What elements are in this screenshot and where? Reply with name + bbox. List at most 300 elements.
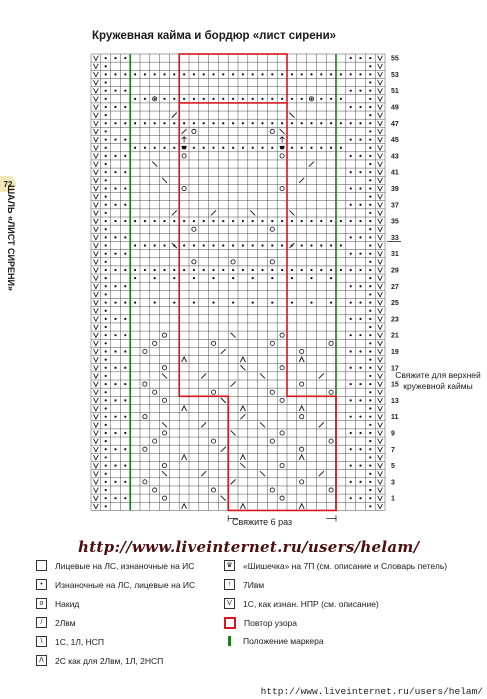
purl-stitch xyxy=(124,464,126,466)
purl-stitch xyxy=(105,407,107,409)
slip-stitch xyxy=(378,333,383,338)
purl-stitch xyxy=(369,196,371,198)
purl-stitch xyxy=(134,301,136,303)
slip-stitch xyxy=(94,259,99,264)
purl-stitch xyxy=(271,98,273,100)
k2tog xyxy=(289,243,294,248)
yarn-over xyxy=(182,154,186,158)
purl-stitch xyxy=(105,318,107,320)
k2tog xyxy=(231,479,236,484)
legend-label: 1С, как изнан. НПР (см. описание) xyxy=(243,598,379,609)
purl-stitch xyxy=(114,318,116,320)
bobble xyxy=(182,146,187,149)
skp xyxy=(162,422,167,427)
yarn-over xyxy=(329,341,333,345)
skp xyxy=(260,373,265,378)
purl-stitch xyxy=(203,269,205,271)
slip-stitch xyxy=(378,471,383,476)
purl-stitch xyxy=(203,220,205,222)
purl-stitch xyxy=(310,244,312,246)
purl-stitch xyxy=(154,301,156,303)
slip-stitch xyxy=(94,56,99,61)
purl-stitch xyxy=(301,244,303,246)
purl-stitch xyxy=(291,73,293,75)
purl-stitch xyxy=(212,277,214,279)
purl-stitch xyxy=(369,277,371,279)
purl-stitch xyxy=(359,285,361,287)
double-decrease xyxy=(182,357,187,362)
slip-stitch xyxy=(378,72,383,77)
purl-stitch xyxy=(124,220,126,222)
purl-stitch xyxy=(261,244,263,246)
skp xyxy=(289,210,294,215)
purl-stitch xyxy=(183,73,185,75)
purl-stitch xyxy=(124,367,126,369)
purl-stitch xyxy=(193,122,195,124)
slip-stitch xyxy=(94,496,99,501)
slip-stitch xyxy=(94,219,99,224)
purl-stitch xyxy=(193,98,195,100)
row-number: 19 xyxy=(391,348,399,356)
yarn-over xyxy=(211,488,215,492)
k2tog xyxy=(231,382,236,387)
purl-stitch xyxy=(350,138,352,140)
purl-stitch xyxy=(105,228,107,230)
legend-item-k2tog xyxy=(36,617,76,628)
purl-stitch xyxy=(193,269,195,271)
row-number: 37 xyxy=(391,202,399,210)
slip-stitch xyxy=(94,422,99,427)
purl-stitch xyxy=(193,277,195,279)
slip-stitch xyxy=(378,398,383,403)
purl-stitch xyxy=(163,244,165,246)
double-decrease xyxy=(182,504,187,509)
purl-stitch xyxy=(183,269,185,271)
purl-stitch xyxy=(232,301,234,303)
yarn-over xyxy=(270,488,274,492)
purl-stitch xyxy=(369,179,371,181)
purl-stitch xyxy=(203,73,205,75)
purl-stitch xyxy=(144,98,146,100)
yarn-over xyxy=(280,496,284,500)
purl-stitch xyxy=(359,464,361,466)
purl-stitch xyxy=(369,106,371,108)
purl-stitch xyxy=(261,122,263,124)
slip-stitch xyxy=(94,447,99,452)
purl-stitch xyxy=(222,269,224,271)
purl-stitch xyxy=(193,244,195,246)
purl-stitch xyxy=(261,269,263,271)
skp xyxy=(250,210,255,215)
purl-stitch xyxy=(369,204,371,206)
purl-stitch xyxy=(193,301,195,303)
purl-stitch xyxy=(232,269,234,271)
purl-stitch xyxy=(124,236,126,238)
purl-stitch xyxy=(350,171,352,173)
purl-stitch xyxy=(124,399,126,401)
slip-stitch xyxy=(94,64,99,69)
purl-stitch xyxy=(124,187,126,189)
purl-stitch xyxy=(330,73,332,75)
purl-stitch xyxy=(105,122,107,124)
purl-stitch xyxy=(105,163,107,165)
purl-stitch xyxy=(124,285,126,287)
purl-stitch xyxy=(320,220,322,222)
row-number: 35 xyxy=(391,218,399,226)
yarn-over xyxy=(162,333,166,337)
yarn-over xyxy=(329,390,333,394)
purl-stitch xyxy=(350,73,352,75)
purl-stitch xyxy=(350,432,352,434)
yarn-over xyxy=(162,398,166,402)
skp xyxy=(172,243,177,248)
purl-stitch xyxy=(212,147,214,149)
purl-stitch xyxy=(114,464,116,466)
purl-stitch xyxy=(173,122,175,124)
purl-stitch xyxy=(350,481,352,483)
purl-stitch xyxy=(369,326,371,328)
purl-stitch xyxy=(340,147,342,149)
purl-stitch xyxy=(105,489,107,491)
row-number: 33 xyxy=(391,234,399,242)
yarn-over xyxy=(270,129,274,133)
purl-stitch xyxy=(173,269,175,271)
purl-stitch xyxy=(163,98,165,100)
purl-stitch xyxy=(369,318,371,320)
slip-stitch xyxy=(94,227,99,232)
purl-stitch xyxy=(105,456,107,458)
purl-stitch xyxy=(301,220,303,222)
purl-stitch xyxy=(330,301,332,303)
legend-item-double-decrease xyxy=(36,655,163,666)
purl-stitch xyxy=(124,57,126,59)
purl-stitch xyxy=(359,204,361,206)
purl-stitch xyxy=(369,122,371,124)
slip-stitch xyxy=(378,300,383,305)
purl-stitch xyxy=(350,416,352,418)
purl-stitch xyxy=(369,98,371,100)
purl-stitch xyxy=(340,98,342,100)
purl-stitch xyxy=(301,147,303,149)
purl-stitch xyxy=(350,187,352,189)
purl-stitch xyxy=(114,138,116,140)
skp xyxy=(152,162,157,167)
purl-stitch xyxy=(369,440,371,442)
purl-stitch xyxy=(350,367,352,369)
purl-stitch xyxy=(310,220,312,222)
purl-stitch xyxy=(163,73,165,75)
purl-stitch xyxy=(232,277,234,279)
purl-stitch xyxy=(369,489,371,491)
purl-stitch xyxy=(114,350,116,352)
purl-stitch xyxy=(154,269,156,271)
row-number: 51 xyxy=(391,88,399,96)
bobble xyxy=(280,146,285,149)
legend-item-slip xyxy=(224,598,379,609)
purl-stitch xyxy=(114,416,116,418)
purl-stitch xyxy=(369,383,371,385)
legend-item-marker xyxy=(224,636,324,646)
purl-stitch xyxy=(144,147,146,149)
slip-stitch xyxy=(94,113,99,118)
legend-item-repeat xyxy=(224,617,297,629)
double-decrease xyxy=(240,504,245,509)
purl-stitch xyxy=(242,220,244,222)
purl-stitch xyxy=(232,98,234,100)
purl-stitch xyxy=(124,138,126,140)
yarn-over xyxy=(211,390,215,394)
purl-stitch xyxy=(359,497,361,499)
k2tog-icon: / xyxy=(36,617,47,628)
purl-stitch xyxy=(154,73,156,75)
purl-stitch xyxy=(105,432,107,434)
purl-stitch xyxy=(350,301,352,303)
slip-stitch-icon: V xyxy=(224,598,235,609)
slip-stitch xyxy=(94,235,99,240)
yarn-over xyxy=(192,129,196,133)
slip-stitch xyxy=(94,300,99,305)
purl-stitch xyxy=(369,269,371,271)
purl-stitch xyxy=(350,236,352,238)
skp xyxy=(260,471,265,476)
purl-stitch xyxy=(252,269,254,271)
purl-stitch xyxy=(369,138,371,140)
k2tog xyxy=(201,471,206,476)
purl-stitch xyxy=(124,106,126,108)
yarn-over xyxy=(153,341,157,345)
purl-stitch xyxy=(369,301,371,303)
purl-stitch xyxy=(291,301,293,303)
purl-stitch xyxy=(212,122,214,124)
purl-stitch xyxy=(105,342,107,344)
slip-stitch xyxy=(378,439,383,444)
purl-stitch xyxy=(350,253,352,255)
purl-stitch xyxy=(193,147,195,149)
legend-label: Лицевые на ЛС, изнаночные на ИС xyxy=(55,560,195,571)
purl-stitch xyxy=(350,318,352,320)
row-number: 15 xyxy=(391,381,399,389)
purl-stitch xyxy=(350,350,352,352)
purl-stitch xyxy=(359,318,361,320)
row-number: 5 xyxy=(391,463,395,471)
purl-stitch xyxy=(114,73,116,75)
purl-stitch xyxy=(369,334,371,336)
skp xyxy=(280,129,285,134)
slip-stitch xyxy=(378,390,383,395)
purl-stitch xyxy=(359,236,361,238)
purl-stitch xyxy=(271,244,273,246)
slip-stitch xyxy=(378,113,383,118)
purl-stitch xyxy=(330,220,332,222)
purl-stitch xyxy=(340,220,342,222)
slip-stitch xyxy=(378,162,383,167)
purl-stitch xyxy=(154,122,156,124)
purl-stitch xyxy=(114,269,116,271)
slip-stitch xyxy=(94,504,99,509)
purl-stitch xyxy=(369,424,371,426)
row-number: 45 xyxy=(391,137,399,145)
purl-stitch xyxy=(105,391,107,393)
purl-stitch xyxy=(310,269,312,271)
slip-stitch xyxy=(378,186,383,191)
slip-stitch xyxy=(378,243,383,248)
purl-stitch xyxy=(281,73,283,75)
slip-stitch xyxy=(94,390,99,395)
purl-stitch xyxy=(114,220,116,222)
purl-stitch xyxy=(252,98,254,100)
purl-stitch xyxy=(281,244,283,246)
slip-stitch xyxy=(94,406,99,411)
purl-stitch xyxy=(163,147,165,149)
yarn-over xyxy=(280,398,284,402)
slip-stitch xyxy=(94,308,99,313)
purl-stitch xyxy=(173,73,175,75)
purl-stitch xyxy=(105,65,107,67)
purl-stitch xyxy=(105,310,107,312)
row-number: 21 xyxy=(391,332,399,340)
row-number: 17 xyxy=(391,365,399,373)
legend-label: 7Ивм xyxy=(243,579,265,590)
purl-stitch xyxy=(222,244,224,246)
purl-stitch xyxy=(359,301,361,303)
row-number: 29 xyxy=(391,267,399,275)
yarn-over xyxy=(143,447,147,451)
purl-stitch xyxy=(369,481,371,483)
purl-stitch xyxy=(114,187,116,189)
yarn-over xyxy=(182,186,186,190)
purl-stitch xyxy=(281,269,283,271)
purl-stitch xyxy=(222,122,224,124)
purl-stitch xyxy=(105,73,107,75)
yarn-over xyxy=(300,447,304,451)
slip-stitch xyxy=(94,349,99,354)
purl-stitch xyxy=(105,171,107,173)
slip-stitch xyxy=(94,276,99,281)
slip-stitch xyxy=(378,259,383,264)
purl-stitch xyxy=(291,122,293,124)
purl-stitch xyxy=(154,147,156,149)
slip-stitch xyxy=(378,178,383,183)
purl-stitch xyxy=(261,220,263,222)
purl-stitch xyxy=(242,122,244,124)
k2tog xyxy=(172,210,177,215)
slip-stitch xyxy=(378,292,383,297)
slip-stitch xyxy=(378,284,383,289)
purl-stitch xyxy=(105,106,107,108)
double-decrease xyxy=(182,455,187,460)
k2tog xyxy=(172,113,177,118)
skp xyxy=(221,496,226,501)
skp xyxy=(162,471,167,476)
purl-stitch xyxy=(369,497,371,499)
purl-stitch xyxy=(350,448,352,450)
purl-stitch xyxy=(359,187,361,189)
yarn-over xyxy=(329,439,333,443)
slip-stitch xyxy=(378,251,383,256)
purl-stitch xyxy=(330,122,332,124)
yarn-over xyxy=(231,260,235,264)
purl-stitch xyxy=(340,122,342,124)
purl-stitch xyxy=(105,179,107,181)
watermark-url: http://www.liveinternet.ru/users/helam/ xyxy=(78,538,420,556)
purl-stitch xyxy=(124,253,126,255)
slip-stitch xyxy=(94,341,99,346)
purl-stitch xyxy=(114,367,116,369)
slip-stitch xyxy=(378,235,383,240)
purl-stitch xyxy=(105,236,107,238)
purl-stitch xyxy=(105,367,107,369)
row-number: 43 xyxy=(391,153,399,161)
k2tog xyxy=(182,129,187,134)
purl-stitch xyxy=(242,244,244,246)
slip-stitch xyxy=(94,268,99,273)
purl-stitch xyxy=(163,220,165,222)
purl-stitch xyxy=(271,220,273,222)
slip-stitch xyxy=(94,80,99,85)
legend-label: «Шишечка» на 7П (см. описание и Словарь петель) xyxy=(243,560,448,571)
purl-stitch xyxy=(271,122,273,124)
purl-stitch xyxy=(105,440,107,442)
row-number: 49 xyxy=(391,104,399,112)
purl-stitch xyxy=(124,334,126,336)
slip-stitch xyxy=(378,504,383,509)
purl-stitch xyxy=(242,98,244,100)
purl-stitch xyxy=(105,155,107,157)
purl-stitch xyxy=(369,391,371,393)
purl-stitch xyxy=(124,448,126,450)
slip-stitch xyxy=(94,463,99,468)
slip-stitch xyxy=(94,357,99,362)
purl-stitch xyxy=(369,81,371,83)
purl-stitch xyxy=(124,350,126,352)
row-number: 1 xyxy=(391,495,395,503)
purl-stitch xyxy=(320,98,322,100)
purl-stitch xyxy=(124,432,126,434)
slip-stitch xyxy=(378,137,383,142)
k2tog xyxy=(201,422,206,427)
knit-symbol-icon xyxy=(36,560,47,571)
slip-stitch xyxy=(94,137,99,142)
purl-stitch xyxy=(173,220,175,222)
row-number: 23 xyxy=(391,316,399,324)
purl-stitch xyxy=(212,73,214,75)
slip-stitch xyxy=(94,333,99,338)
purl-stitch xyxy=(369,236,371,238)
purl-stitch xyxy=(330,269,332,271)
purl-stitch xyxy=(261,98,263,100)
slip-stitch xyxy=(94,88,99,93)
purl-stitch xyxy=(359,57,361,59)
purl-stitch xyxy=(252,277,254,279)
slip-stitch xyxy=(378,202,383,207)
double-decrease xyxy=(299,406,304,411)
purl-stitch xyxy=(320,122,322,124)
purl-stitch xyxy=(183,220,185,222)
purl-stitch xyxy=(105,253,107,255)
purl-stitch xyxy=(330,277,332,279)
purl-stitch xyxy=(369,57,371,59)
row-number: 47 xyxy=(391,120,399,128)
purl-stitch xyxy=(144,73,146,75)
legend-label: Положение маркера xyxy=(243,636,324,646)
purl-stitch xyxy=(359,481,361,483)
yarn-over xyxy=(280,431,284,435)
page-number: 72 xyxy=(0,176,16,192)
slip-stitch xyxy=(378,170,383,175)
purl-stitch xyxy=(350,204,352,206)
purl-stitch xyxy=(232,73,234,75)
purl-stitch xyxy=(369,432,371,434)
